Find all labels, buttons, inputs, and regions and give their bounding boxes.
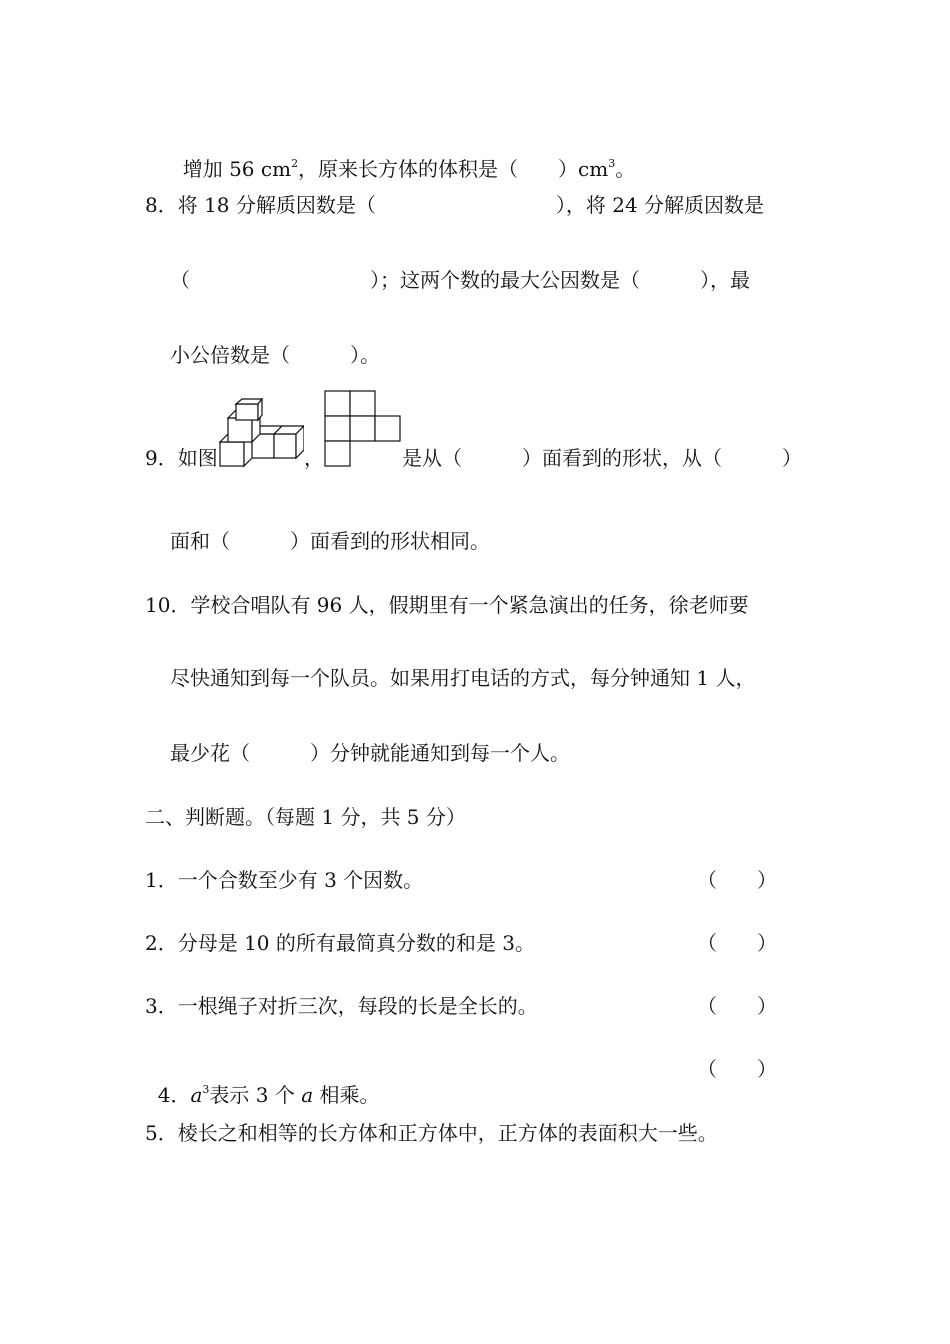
judge-answer-1[interactable]: （ ） bbox=[697, 868, 777, 892]
judge-item-4-end: 相乘。 bbox=[313, 1083, 380, 1107]
q8-line2: （ ）；这两个数的最大公因数是（ ），最 bbox=[170, 268, 750, 292]
judge-answer-2[interactable]: （ ） bbox=[697, 931, 777, 955]
q7-sup-3: 3 bbox=[608, 157, 616, 170]
judge-item-1: 1．一个合数至少有 3 个因数。 bbox=[145, 868, 424, 892]
judge-item-2: 2．分母是 10 的所有最简真分数的和是 3。 bbox=[145, 931, 535, 955]
judge-item-4-sup: 3 bbox=[202, 1083, 210, 1096]
q9-comma: ， bbox=[304, 446, 324, 470]
cube-stack-figure bbox=[218, 398, 304, 468]
q9-mid: 是从（ ）面看到的形状，从（ ） bbox=[402, 446, 802, 470]
q7-sup-2: 2 bbox=[291, 157, 299, 170]
q7-text-c: 。 bbox=[615, 157, 636, 181]
judge-item-5: 5．棱长之和相等的长方体和正方体中，正方体的表面积大一些。 bbox=[145, 1121, 718, 1145]
judge-answer-4[interactable]: （ ） bbox=[697, 1057, 777, 1081]
judge-item-3: 3．一根绳子对折三次，每段的长是全长的。 bbox=[145, 994, 538, 1018]
q9-prefix: 9．如图 bbox=[145, 446, 218, 470]
view-grid-figure bbox=[324, 390, 404, 468]
judge-item-4 bbox=[145, 1056, 379, 1112]
q10-line2: 尽快通知到每一个队员。如果用打电话的方式，每分钟通知 1 人， bbox=[170, 666, 756, 690]
section2-title: 二、判断题。（每题 1 分，共 5 分） bbox=[145, 805, 466, 829]
judge-item-4-var: a bbox=[190, 1083, 203, 1107]
judge-answer-3[interactable]: （ ） bbox=[697, 994, 777, 1018]
q9-line2: 面和（ ）面看到的形状相同。 bbox=[170, 529, 490, 553]
q10-line3: 最少花（ ）分钟就能通知到每一个人。 bbox=[170, 741, 570, 765]
judge-item-4-mid: 表示 3 个 bbox=[209, 1083, 302, 1107]
q7-text-a: 增加 56 cm bbox=[182, 157, 292, 181]
judge-item-4-num: 4． bbox=[157, 1083, 191, 1107]
q8-line3: 小公倍数是（ ）。 bbox=[170, 343, 380, 367]
q10-line1: 10．学校合唱队有 96 人，假期里有一个紧急演出的任务，徐老师要 bbox=[145, 593, 749, 617]
q8-line1: 8．将 18 分解质因数是（ ），将 24 分解质因数是 bbox=[145, 193, 765, 217]
q7-text-b: ，原来长方体的体积是（ ）cm bbox=[298, 157, 609, 181]
q7-continuation bbox=[170, 130, 635, 186]
judge-item-4-var2: a bbox=[301, 1083, 314, 1107]
